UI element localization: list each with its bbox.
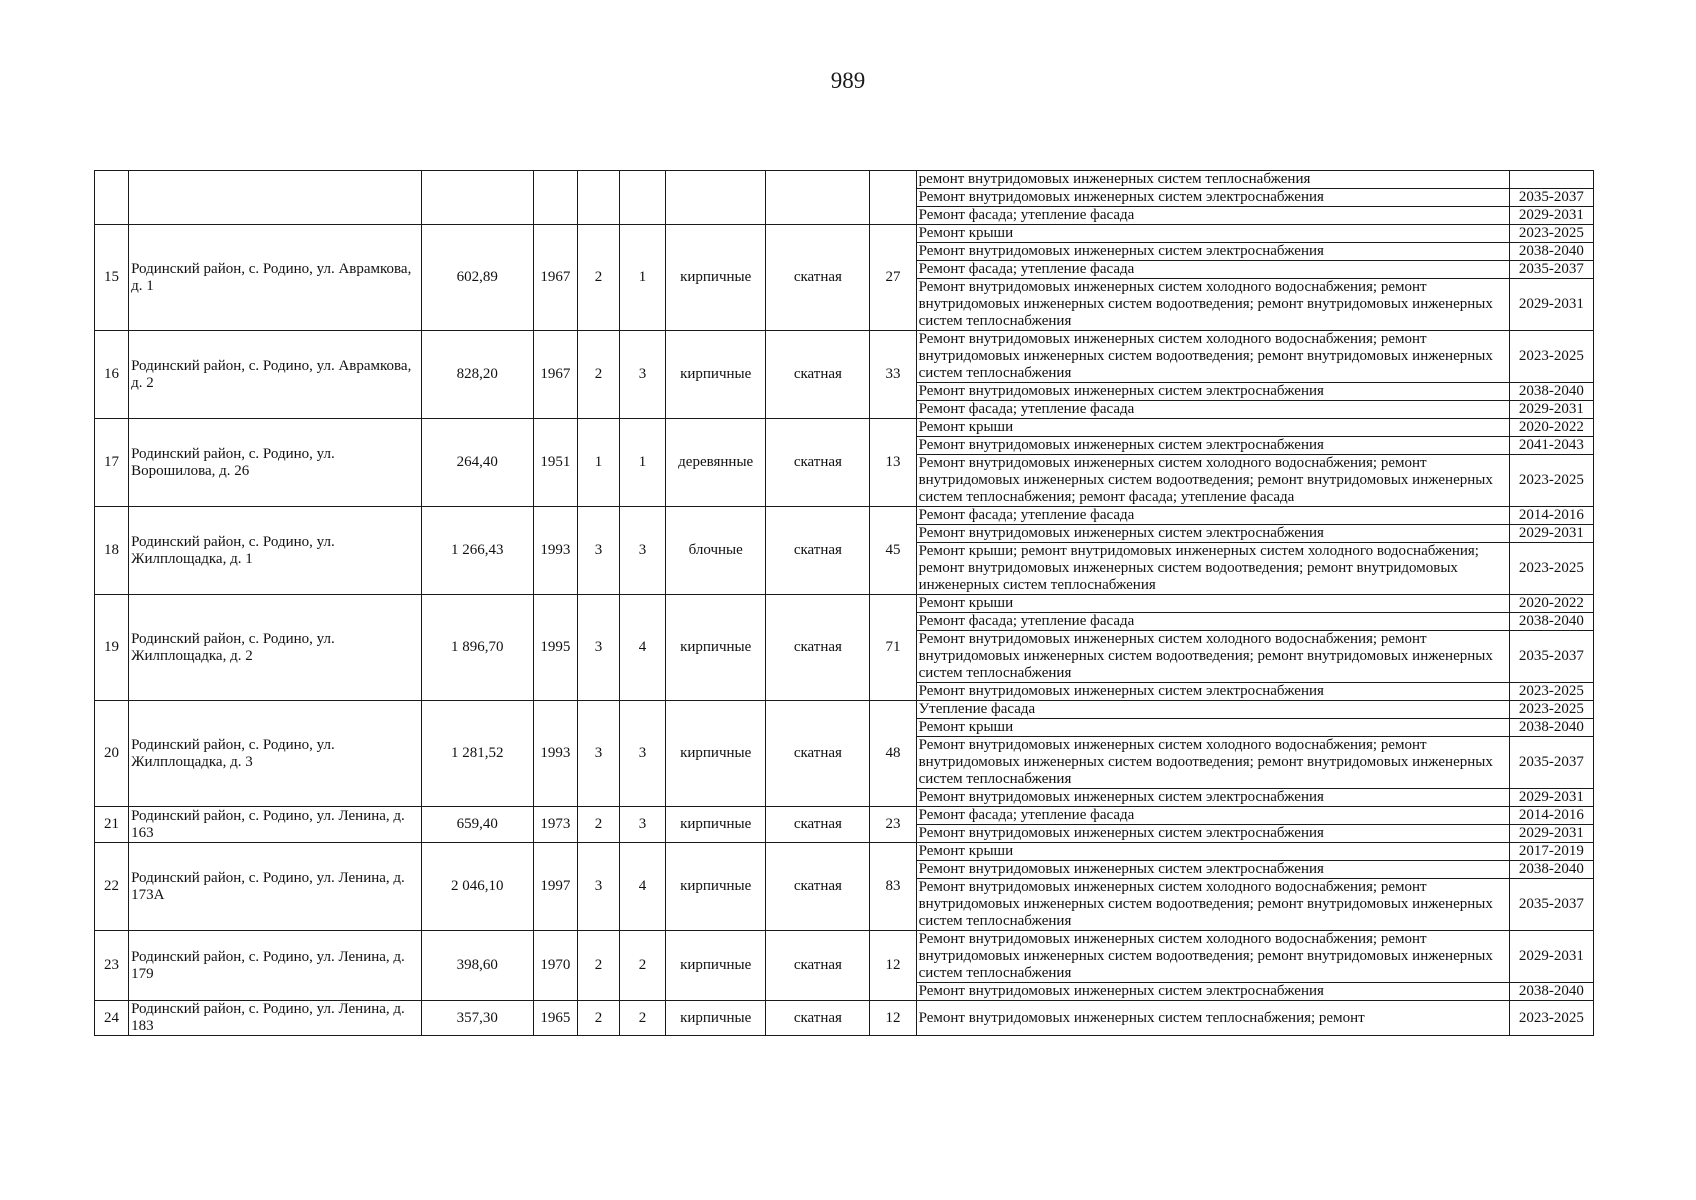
- row-number: 16: [95, 331, 129, 419]
- entrances-cell: 3: [620, 807, 666, 843]
- work-cell: Ремонт внутридомовых инженерных систем холодного водоснабжения; ремонт внутридомовых инженерных систем водоотведения; ремонт внутридомовых инженерных систем теплоснабжения: [916, 931, 1509, 983]
- roof-type-cell: скатная: [766, 931, 870, 1001]
- table-row: [95, 225, 1594, 243]
- area-cell: 1 896,70: [421, 595, 533, 701]
- walls-material-cell: кирпичные: [666, 595, 766, 701]
- empty-cell: [533, 171, 577, 225]
- period-cell: 2029-2031: [1509, 525, 1593, 543]
- year-cell: 1951: [533, 419, 577, 507]
- entrances-cell: 3: [620, 507, 666, 595]
- work-cell: Ремонт внутридомовых инженерных систем электроснабжения: [916, 983, 1509, 1001]
- floors-cell: 3: [577, 507, 619, 595]
- period-cell: 2020-2022: [1509, 419, 1593, 437]
- period-cell: 2023-2025: [1509, 701, 1593, 719]
- period-cell: 2020-2022: [1509, 595, 1593, 613]
- entrances-cell: 4: [620, 843, 666, 931]
- address-cell: Родинский район, с. Родино, ул. Ленина, д. 163: [129, 807, 422, 843]
- work-cell: Ремонт внутридомовых инженерных систем электроснабжения: [916, 861, 1509, 879]
- floors-cell: 3: [577, 595, 619, 701]
- work-cell: Ремонт внутридомовых инженерных систем холодного водоснабжения; ремонт внутридомовых инженерных систем водоотведения; ремонт внутридомовых инженерных систем теплоснабжения: [916, 631, 1509, 683]
- row-number: 24: [95, 1001, 129, 1036]
- period-cell: 2038-2040: [1509, 719, 1593, 737]
- work-cell: Ремонт фасада; утепление фасада: [916, 401, 1509, 419]
- empty-cell: [421, 171, 533, 225]
- empty-cell: [129, 171, 422, 225]
- address-cell: Родинский район, с. Родино, ул. Ленина, д. 173А: [129, 843, 422, 931]
- row-number: 22: [95, 843, 129, 931]
- walls-material-cell: кирпичные: [666, 931, 766, 1001]
- entrances-cell: 3: [620, 331, 666, 419]
- roof-type-cell: скатная: [766, 1001, 870, 1036]
- period-cell: 2035-2037: [1509, 737, 1593, 789]
- work-cell: Ремонт фасада; утепление фасада: [916, 207, 1509, 225]
- residents-cell: 48: [870, 701, 916, 807]
- entrances-cell: 1: [620, 419, 666, 507]
- floors-cell: 3: [577, 843, 619, 931]
- residents-cell: 23: [870, 807, 916, 843]
- work-cell: Ремонт внутридомовых инженерных систем электроснабжения: [916, 825, 1509, 843]
- table-row: [95, 1001, 1594, 1036]
- period-cell: 2023-2025: [1509, 543, 1593, 595]
- walls-material-cell: кирпичные: [666, 843, 766, 931]
- period-cell: 2035-2037: [1509, 261, 1593, 279]
- work-cell: Ремонт крыши; ремонт внутридомовых инженерных систем холодного водоснабжения; ремонт внутридомовых инженерных систем водоотведения; ремонт внутридомовых инженерных систем теплоснабжения: [916, 543, 1509, 595]
- registry-body: [95, 171, 1594, 1036]
- row-number: 20: [95, 701, 129, 807]
- walls-material-cell: кирпичные: [666, 225, 766, 331]
- period-cell: 2038-2040: [1509, 983, 1593, 1001]
- roof-type-cell: скатная: [766, 507, 870, 595]
- table-row: [95, 807, 1594, 825]
- period-cell: 2038-2040: [1509, 243, 1593, 261]
- work-cell: Ремонт крыши: [916, 225, 1509, 243]
- period-cell: 2023-2025: [1509, 1001, 1593, 1036]
- work-cell: Ремонт внутридомовых инженерных систем электроснабжения: [916, 525, 1509, 543]
- address-cell: Родинский район, с. Родино, ул. Ленина, д. 179: [129, 931, 422, 1001]
- year-cell: 1993: [533, 701, 577, 807]
- table-row-continuation: [95, 171, 1594, 189]
- floors-cell: 2: [577, 225, 619, 331]
- work-cell: Ремонт внутридомовых инженерных систем электроснабжения: [916, 683, 1509, 701]
- row-number: 19: [95, 595, 129, 701]
- empty-cell: [870, 171, 916, 225]
- work-cell: Утепление фасада: [916, 701, 1509, 719]
- period-cell: 2029-2031: [1509, 931, 1593, 983]
- residents-cell: 71: [870, 595, 916, 701]
- work-cell: Ремонт крыши: [916, 595, 1509, 613]
- area-cell: 1 281,52: [421, 701, 533, 807]
- entrances-cell: 2: [620, 931, 666, 1001]
- empty-cell: [666, 171, 766, 225]
- period-cell: 2041-2043: [1509, 437, 1593, 455]
- year-cell: 1970: [533, 931, 577, 1001]
- entrances-cell: 2: [620, 1001, 666, 1036]
- period-cell: 2035-2037: [1509, 879, 1593, 931]
- work-cell: Ремонт внутридомовых инженерных систем холодного водоснабжения; ремонт внутридомовых инженерных систем водоотведения; ремонт внутридомовых инженерных систем теплоснабжения: [916, 279, 1509, 331]
- page-number: 989: [830, 68, 866, 93]
- address-cell: Родинский район, с. Родино, ул. Жилплощадка, д. 2: [129, 595, 422, 701]
- work-cell: Ремонт внутридомовых инженерных систем холодного водоснабжения; ремонт внутридомовых инженерных систем водоотведения; ремонт внутридомовых инженерных систем теплоснабжения: [916, 879, 1509, 931]
- address-cell: Родинский район, с. Родино, ул. Аврамкова, д. 1: [129, 225, 422, 331]
- row-number: 18: [95, 507, 129, 595]
- floors-cell: 2: [577, 807, 619, 843]
- empty-cell: [766, 171, 870, 225]
- floors-cell: 2: [577, 331, 619, 419]
- residents-cell: 12: [870, 1001, 916, 1036]
- floors-cell: 1: [577, 419, 619, 507]
- period-cell: 2014-2016: [1509, 807, 1593, 825]
- address-cell: Родинский район, с. Родино, ул. Жилплощадка, д. 1: [129, 507, 422, 595]
- area-cell: 828,20: [421, 331, 533, 419]
- work-cell: Ремонт фасада; утепление фасада: [916, 807, 1509, 825]
- period-cell: [1509, 171, 1593, 189]
- year-cell: 1967: [533, 331, 577, 419]
- residents-cell: 33: [870, 331, 916, 419]
- empty-cell: [95, 171, 129, 225]
- period-cell: 2029-2031: [1509, 279, 1593, 331]
- work-cell: Ремонт внутридомовых инженерных систем электроснабжения: [916, 437, 1509, 455]
- walls-material-cell: кирпичные: [666, 807, 766, 843]
- period-cell: 2029-2031: [1509, 825, 1593, 843]
- empty-cell: [620, 171, 666, 225]
- row-number: 17: [95, 419, 129, 507]
- year-cell: 1967: [533, 225, 577, 331]
- table-row: [95, 419, 1594, 437]
- entrances-cell: 1: [620, 225, 666, 331]
- roof-type-cell: скатная: [766, 701, 870, 807]
- roof-type-cell: скатная: [766, 595, 870, 701]
- period-cell: 2029-2031: [1509, 401, 1593, 419]
- period-cell: 2023-2025: [1509, 455, 1593, 507]
- area-cell: 602,89: [421, 225, 533, 331]
- work-cell: Ремонт внутридомовых инженерных систем теплоснабжения; ремонт: [916, 1001, 1509, 1036]
- year-cell: 1993: [533, 507, 577, 595]
- period-cell: 2017-2019: [1509, 843, 1593, 861]
- table-row: [95, 843, 1594, 861]
- period-cell: 2029-2031: [1509, 789, 1593, 807]
- work-cell: Ремонт внутридомовых инженерных систем электроснабжения: [916, 189, 1509, 207]
- residents-cell: 12: [870, 931, 916, 1001]
- year-cell: 1995: [533, 595, 577, 701]
- walls-material-cell: блочные: [666, 507, 766, 595]
- row-number: 15: [95, 225, 129, 331]
- walls-material-cell: кирпичные: [666, 331, 766, 419]
- address-cell: Родинский район, с. Родино, ул. Жилплощадка, д. 3: [129, 701, 422, 807]
- residents-cell: 45: [870, 507, 916, 595]
- roof-type-cell: скатная: [766, 807, 870, 843]
- row-number: 23: [95, 931, 129, 1001]
- work-cell: Ремонт внутридомовых инженерных систем электроснабжения: [916, 243, 1509, 261]
- work-cell: Ремонт фасада; утепление фасада: [916, 261, 1509, 279]
- area-cell: 659,40: [421, 807, 533, 843]
- area-cell: 398,60: [421, 931, 533, 1001]
- roof-type-cell: скатная: [766, 331, 870, 419]
- address-cell: Родинский район, с. Родино, ул. Ленина, д. 183: [129, 1001, 422, 1036]
- work-cell: ремонт внутридомовых инженерных систем теплоснабжения: [916, 171, 1509, 189]
- roof-type-cell: скатная: [766, 225, 870, 331]
- work-cell: Ремонт крыши: [916, 719, 1509, 737]
- area-cell: 357,30: [421, 1001, 533, 1036]
- period-cell: 2038-2040: [1509, 613, 1593, 631]
- period-cell: 2029-2031: [1509, 207, 1593, 225]
- residents-cell: 13: [870, 419, 916, 507]
- empty-cell: [577, 171, 619, 225]
- period-cell: 2023-2025: [1509, 683, 1593, 701]
- table-row: [95, 931, 1594, 983]
- area-cell: 264,40: [421, 419, 533, 507]
- entrances-cell: 4: [620, 595, 666, 701]
- year-cell: 1965: [533, 1001, 577, 1036]
- residents-cell: 83: [870, 843, 916, 931]
- work-cell: Ремонт крыши: [916, 419, 1509, 437]
- table-row: [95, 701, 1594, 719]
- floors-cell: 3: [577, 701, 619, 807]
- address-cell: Родинский район, с. Родино, ул. Ворошилова, д. 26: [129, 419, 422, 507]
- period-cell: 2038-2040: [1509, 861, 1593, 879]
- table-row: [95, 595, 1594, 613]
- period-cell: 2035-2037: [1509, 631, 1593, 683]
- address-cell: Родинский район, с. Родино, ул. Аврамкова, д. 2: [129, 331, 422, 419]
- period-cell: 2035-2037: [1509, 189, 1593, 207]
- period-cell: 2023-2025: [1509, 225, 1593, 243]
- work-cell: Ремонт крыши: [916, 843, 1509, 861]
- floors-cell: 2: [577, 1001, 619, 1036]
- work-cell: Ремонт внутридомовых инженерных систем холодного водоснабжения; ремонт внутридомовых инженерных систем водоотведения; ремонт внутридомовых инженерных систем теплоснабжения; ремонт фасада; утепление фасада: [916, 455, 1509, 507]
- area-cell: 1 266,43: [421, 507, 533, 595]
- row-number: 21: [95, 807, 129, 843]
- period-cell: 2014-2016: [1509, 507, 1593, 525]
- residents-cell: 27: [870, 225, 916, 331]
- period-cell: 2038-2040: [1509, 383, 1593, 401]
- table-row: [95, 507, 1594, 525]
- year-cell: 1973: [533, 807, 577, 843]
- work-cell: Ремонт фасада; утепление фасада: [916, 507, 1509, 525]
- area-cell: 2 046,10: [421, 843, 533, 931]
- work-cell: Ремонт внутридомовых инженерных систем холодного водоснабжения; ремонт внутридомовых инженерных систем водоотведения; ремонт внутридомовых инженерных систем теплоснабжения: [916, 331, 1509, 383]
- floors-cell: 2: [577, 931, 619, 1001]
- work-cell: Ремонт фасада; утепление фасада: [916, 613, 1509, 631]
- entrances-cell: 3: [620, 701, 666, 807]
- walls-material-cell: деревянные: [666, 419, 766, 507]
- roof-type-cell: скатная: [766, 843, 870, 931]
- work-cell: Ремонт внутридомовых инженерных систем холодного водоснабжения; ремонт внутридомовых инженерных систем водоотведения; ремонт внутридомовых инженерных систем теплоснабжения: [916, 737, 1509, 789]
- period-cell: 2023-2025: [1509, 331, 1593, 383]
- roof-type-cell: скатная: [766, 419, 870, 507]
- year-cell: 1997: [533, 843, 577, 931]
- work-cell: Ремонт внутридомовых инженерных систем электроснабжения: [916, 383, 1509, 401]
- walls-material-cell: кирпичные: [666, 1001, 766, 1036]
- walls-material-cell: кирпичные: [666, 701, 766, 807]
- work-cell: Ремонт внутридомовых инженерных систем электроснабжения: [916, 789, 1509, 807]
- housing-registry-table: [94, 170, 1594, 1036]
- table-row: [95, 331, 1594, 383]
